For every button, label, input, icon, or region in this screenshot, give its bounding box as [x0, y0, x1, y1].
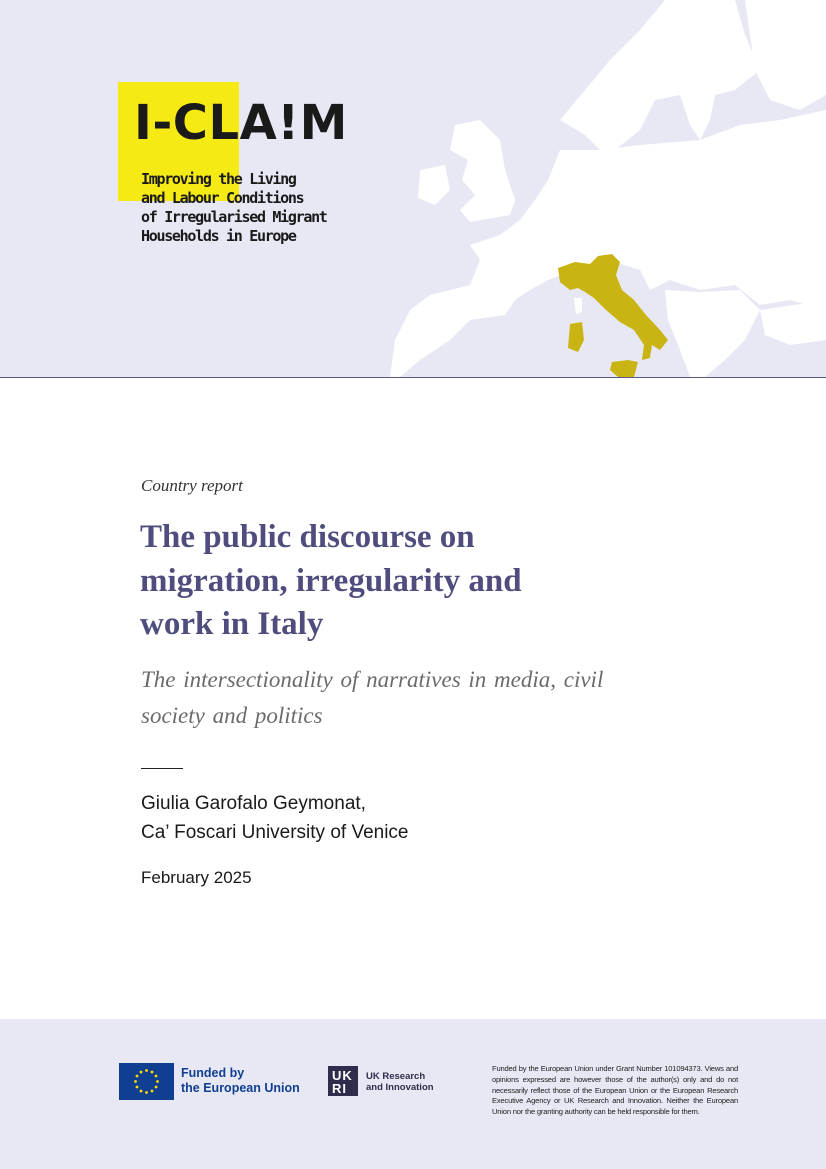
- map-land-scandinavia: [560, 0, 760, 150]
- logo-tagline: [141, 170, 341, 246]
- ukri-label-line: UK Research: [366, 1071, 426, 1082]
- eu-flag-icon: [119, 1063, 174, 1100]
- eu-label-line: the European Union: [181, 1081, 300, 1095]
- author-name: Giulia Garofalo Geymonat,: [141, 793, 366, 814]
- eu-funding-label: [181, 1066, 321, 1096]
- ukri-mark-line: RI: [332, 1081, 347, 1096]
- logo-tagline-line: and Labour Conditions: [141, 189, 304, 207]
- ukri-mark-line: UK: [332, 1068, 353, 1083]
- map-land-turkey: [760, 300, 826, 345]
- divider: [141, 768, 183, 769]
- map-land-balkans: [665, 290, 760, 377]
- italy-sicily: [610, 360, 638, 377]
- eu-star-icon: [155, 1075, 158, 1078]
- publication-date: February 2025: [141, 868, 252, 887]
- eu-star-icon: [136, 1075, 139, 1078]
- report-type: Country report: [141, 476, 243, 495]
- logo-tagline-line: Households in Europe: [141, 227, 296, 245]
- cover-hero: [0, 0, 826, 378]
- logo-wordmark: I-CLA!M: [134, 95, 348, 151]
- report-title: The public discourse on migration, irregularity and work in Italy: [140, 519, 522, 642]
- ukri-label-line: and Innovation: [366, 1082, 434, 1093]
- eu-star-icon: [151, 1071, 154, 1074]
- map-land-great-britain: [450, 120, 515, 222]
- eu-star-icon: [140, 1090, 143, 1093]
- map-land-ireland: [418, 165, 450, 205]
- eu-star-icon: [145, 1091, 148, 1094]
- logo-tagline-line: Improving the Living: [141, 170, 296, 188]
- eu-star-icon: [134, 1080, 137, 1083]
- funding-disclaimer: Funded by the European Union under Grant Number 101094373. Views and opinions expressed are however those of the author(s) only and do not necessarily reflect those of the European Union or the European Research Executive Agency or UK Research and Innovation. Neither the European Union nor the granting authority can be held responsible for them.: [492, 1064, 738, 1117]
- eu-star-icon: [140, 1071, 143, 1074]
- eu-star-icon: [155, 1086, 158, 1089]
- italy-sardinia: [568, 322, 584, 352]
- eu-star-icon: [156, 1080, 159, 1083]
- eu-star-icon: [145, 1069, 148, 1072]
- eu-star-icon: [151, 1090, 154, 1093]
- author-affiliation: Ca’ Foscari University of Venice: [141, 822, 409, 843]
- map-land-corsica: [574, 298, 582, 314]
- ukri-logo-icon: [328, 1066, 358, 1096]
- eu-label-line: Funded by: [181, 1066, 245, 1080]
- ukri-label: [366, 1071, 466, 1093]
- map-land-finland: [745, 0, 826, 110]
- logo-tagline-line: of Irregularised Migrant: [141, 208, 327, 226]
- eu-star-icon: [136, 1086, 139, 1089]
- report-subtitle: The intersectionality of narratives in media, civil society and politics: [141, 667, 604, 728]
